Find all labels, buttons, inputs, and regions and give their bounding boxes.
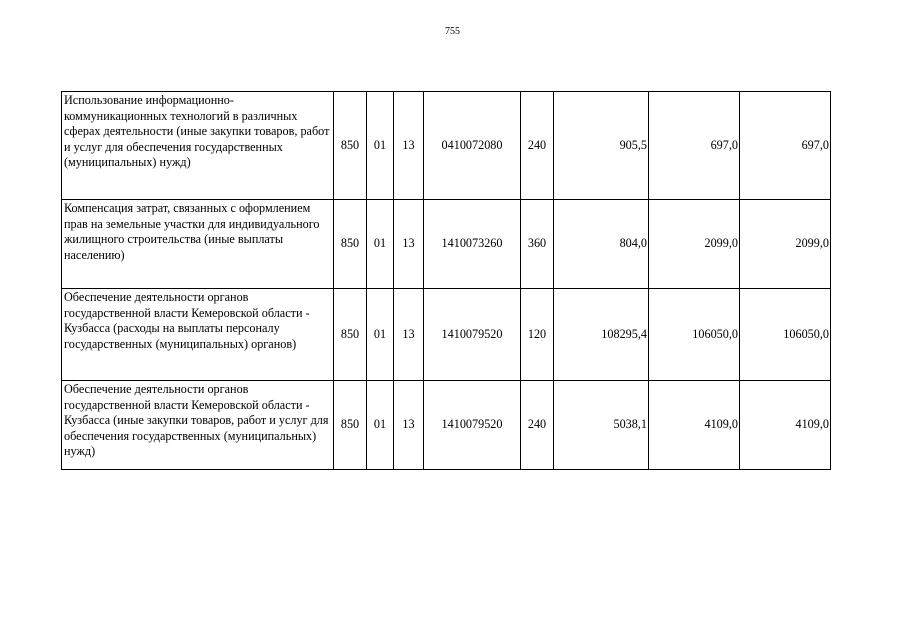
ministry-code-cell: 850	[334, 381, 367, 470]
amount-1-cell: 905,5	[554, 92, 649, 200]
section-code-cell: 01	[367, 92, 394, 200]
amount-2-cell: 2099,0	[649, 200, 740, 289]
ministry-code-cell: 850	[334, 92, 367, 200]
subsection-code-cell: 13	[394, 200, 424, 289]
table-row	[62, 381, 831, 470]
expense-type-cell: 240	[521, 92, 554, 200]
expense-type-cell: 360	[521, 200, 554, 289]
target-article-cell: 1410079520	[424, 381, 521, 470]
ministry-code-cell: 850	[334, 289, 367, 381]
amount-3-cell: 106050,0	[740, 289, 831, 381]
amount-2-cell: 106050,0	[649, 289, 740, 381]
table-row	[62, 92, 831, 200]
expense-name-cell: Компенсация затрат, связанных с оформлением прав на земельные участки для индивидуального жилищного строительства (иные выплаты населению)	[62, 200, 334, 289]
amount-1-cell: 5038,1	[554, 381, 649, 470]
target-article-cell: 0410072080	[424, 92, 521, 200]
expense-name-cell: Обеспечение деятельности органов государственной власти Кемеровской области - Кузбасса (расходы на выплаты персоналу государственных (муниципальных) органов)	[62, 289, 334, 381]
subsection-code-cell: 13	[394, 381, 424, 470]
subsection-code-cell: 13	[394, 289, 424, 381]
target-article-cell: 1410073260	[424, 200, 521, 289]
expense-name-cell: Использование информационно-коммуникационных технологий в различных сферах деятельности (иные закупки товаров, работ и услуг для обеспечения государственных (муниципальных) нужд)	[62, 92, 334, 200]
section-code-cell: 01	[367, 200, 394, 289]
amount-3-cell: 697,0	[740, 92, 831, 200]
expense-type-cell: 240	[521, 381, 554, 470]
amount-1-cell: 804,0	[554, 200, 649, 289]
section-code-cell: 01	[367, 289, 394, 381]
page-number: 755	[445, 26, 460, 37]
expense-type-cell: 120	[521, 289, 554, 381]
amount-2-cell: 4109,0	[649, 381, 740, 470]
expense-name-cell: Обеспечение деятельности органов государственной власти Кемеровской области - Кузбасса (иные закупки товаров, работ и услуг для обеспечения государственных (муниципальных) нужд)	[62, 381, 334, 470]
budget-table	[61, 91, 831, 470]
section-code-cell: 01	[367, 381, 394, 470]
ministry-code-cell: 850	[334, 200, 367, 289]
amount-3-cell: 4109,0	[740, 381, 831, 470]
table-row	[62, 200, 831, 289]
amount-2-cell: 697,0	[649, 92, 740, 200]
table-row	[62, 289, 831, 381]
subsection-code-cell: 13	[394, 92, 424, 200]
amount-3-cell: 2099,0	[740, 200, 831, 289]
amount-1-cell: 108295,4	[554, 289, 649, 381]
target-article-cell: 1410079520	[424, 289, 521, 381]
